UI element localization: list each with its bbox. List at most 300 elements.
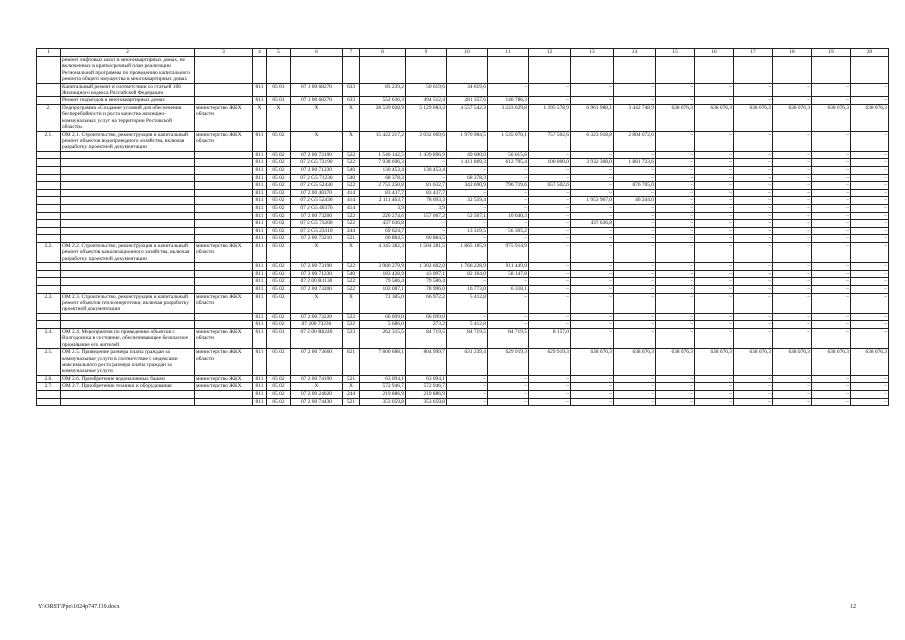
value-cell: –: [851, 151, 889, 159]
value-cell: 07 2 00 73200: [291, 212, 343, 220]
description-cell: Ремонт подъездов в многоквартирных домах: [61, 97, 195, 105]
value-cell: [812, 57, 851, 84]
value-cell: 13 319,5: [447, 227, 488, 235]
executor-cell: министерство ЖКХ области: [195, 243, 253, 263]
table-row: [37, 167, 889, 175]
description-cell: [61, 220, 195, 228]
value-cell: –: [695, 189, 734, 197]
value-cell: 05 02: [267, 212, 291, 220]
value-cell: –: [529, 235, 571, 243]
value-cell: 612 795,4: [488, 159, 529, 167]
value-cell: –: [571, 329, 614, 349]
value-cell: –: [734, 197, 773, 205]
value-cell: –: [571, 189, 614, 197]
value-cell: –: [812, 270, 851, 278]
value-cell: –: [656, 220, 695, 228]
value-cell: 4 345 382,3: [360, 243, 406, 263]
value-cell: –: [695, 83, 734, 97]
value-cell: –: [812, 174, 851, 182]
executor-cell: [195, 227, 253, 235]
value-cell: 84 719,5: [488, 329, 529, 349]
value-cell: –: [656, 205, 695, 213]
value-cell: –: [571, 286, 614, 294]
value-cell: –: [614, 212, 656, 220]
value-cell: –: [773, 182, 812, 190]
value-cell: –: [571, 383, 614, 391]
value-cell: –: [773, 205, 812, 213]
description-cell: [61, 270, 195, 278]
value-cell: –: [571, 263, 614, 271]
value-cell: 05 02: [267, 227, 291, 235]
value-cell: [656, 57, 695, 84]
value-cell: 05 02: [267, 391, 291, 399]
description-cell: ОМ 2.3. Строительство, реконструкция и капитальный ремонт объектов теплоэнергетики, включая разработку проектной документации: [61, 293, 195, 313]
row-number-cell: [37, 197, 61, 205]
value-cell: 5 412,8: [447, 321, 488, 329]
value-cell: –: [614, 293, 656, 313]
column-number: 3: [195, 49, 253, 57]
value-cell: –: [447, 205, 488, 213]
value-cell: –: [488, 293, 529, 313]
value-cell: –: [656, 391, 695, 399]
value-cell: 2 111 463,7: [360, 197, 406, 205]
value-cell: –: [734, 243, 773, 263]
value-cell: –: [812, 197, 851, 205]
value-cell: 811: [253, 293, 267, 313]
value-cell: 3,9: [360, 205, 406, 213]
value-cell: 219 886,9: [360, 391, 406, 399]
table-row: [37, 349, 889, 376]
value-cell: 3 980 279,9: [360, 263, 406, 271]
value-cell: –: [571, 205, 614, 213]
value-cell: –: [656, 243, 695, 263]
value-cell: –: [851, 83, 889, 97]
executor-cell: [195, 189, 253, 197]
table-row: [37, 391, 889, 399]
value-cell: 811: [253, 151, 267, 159]
value-cell: 437 636,8: [571, 220, 614, 228]
value-cell: –: [656, 313, 695, 321]
value-cell: –: [614, 189, 656, 197]
value-cell: –: [447, 189, 488, 197]
value-cell: –: [812, 329, 851, 349]
description-cell: [61, 174, 195, 182]
table-row: [37, 375, 889, 383]
row-number-cell: [37, 174, 61, 182]
value-cell: –: [406, 227, 447, 235]
value-cell: –: [851, 321, 889, 329]
value-cell: –: [773, 398, 812, 406]
value-cell: –: [614, 270, 656, 278]
value-cell: –: [695, 398, 734, 406]
value-cell: –: [614, 205, 656, 213]
value-cell: 05 02: [267, 159, 291, 167]
value-cell: –: [773, 212, 812, 220]
value-cell: –: [656, 212, 695, 220]
value-cell: 876 705,0: [614, 182, 656, 190]
description-cell: [61, 235, 195, 243]
executor-cell: [195, 321, 253, 329]
value-cell: X: [291, 243, 343, 263]
table-row: [37, 174, 889, 182]
description-cell: ОМ 2.7. Приобретение техники и оборудования: [61, 383, 195, 391]
value-cell: 638 076,3: [734, 349, 773, 376]
value-cell: –: [851, 182, 889, 190]
value-cell: –: [695, 97, 734, 105]
value-cell: –: [614, 263, 656, 271]
value-cell: –: [656, 293, 695, 313]
value-cell: –: [529, 205, 571, 213]
value-cell: –: [529, 243, 571, 263]
value-cell: –: [488, 278, 529, 286]
value-cell: 07 2 00 74190: [291, 375, 343, 383]
description-cell: [61, 167, 195, 175]
description-cell: [61, 313, 195, 321]
value-cell: 79 586,4: [406, 278, 447, 286]
description-cell: Подпрограмма «Создание условий для обеспечения бесперебойности и роста качества жилищно-коммунальных услуг на территории Ростовской области»: [61, 105, 195, 132]
value-cell: 273,2: [406, 321, 447, 329]
row-number-cell: [37, 313, 61, 321]
value-cell: –: [488, 391, 529, 399]
row-number-cell: [37, 83, 61, 97]
value-cell: 79 586,4: [360, 278, 406, 286]
value-cell: –: [571, 313, 614, 321]
value-cell: –: [812, 159, 851, 167]
value-cell: 100 000,0: [529, 159, 571, 167]
value-cell: –: [614, 83, 656, 97]
value-cell: X: [343, 293, 360, 313]
value-cell: –: [695, 391, 734, 399]
value-cell: 3 442 748,9: [614, 105, 656, 132]
value-cell: 05 02: [267, 278, 291, 286]
value-cell: 638 076,3: [851, 105, 889, 132]
value-cell: –: [656, 83, 695, 97]
value-cell: –: [851, 97, 889, 105]
value-cell: –: [488, 83, 529, 97]
value-cell: 3,9: [406, 205, 447, 213]
value-cell: –: [695, 243, 734, 263]
value-cell: –: [851, 159, 889, 167]
value-cell: 811: [253, 97, 267, 105]
value-cell: –: [695, 313, 734, 321]
row-number-cell: 2.7.: [37, 383, 61, 391]
value-cell: –: [773, 227, 812, 235]
value-cell: 07 2 00 73190: [291, 151, 343, 159]
value-cell: –: [734, 159, 773, 167]
value-cell: 05 02: [267, 167, 291, 175]
value-cell: –: [656, 398, 695, 406]
value-cell: –: [812, 83, 851, 97]
value-cell: –: [812, 383, 851, 391]
value-cell: –: [529, 174, 571, 182]
executor-cell: министерство ЖКХ области: [195, 349, 253, 376]
description-cell: ОМ 2.6. Приобретение водоналивных башен: [61, 375, 195, 383]
value-cell: –: [447, 278, 488, 286]
value-cell: 219 886,9: [406, 391, 447, 399]
value-cell: –: [773, 131, 812, 151]
value-cell: –: [812, 97, 851, 105]
executor-cell: [195, 263, 253, 271]
value-cell: X: [343, 243, 360, 263]
row-number-cell: [37, 321, 61, 329]
value-cell: 07 2 00 R1130: [291, 278, 343, 286]
value-cell: 638 076,3: [614, 349, 656, 376]
value-cell: 05 02: [267, 383, 291, 391]
value-cell: 638 076,3: [851, 349, 889, 376]
value-cell: 05 02: [267, 235, 291, 243]
value-cell: 07 2 00 73200: [291, 286, 343, 294]
value-cell: [734, 57, 773, 84]
value-cell: 5 129 083,3: [406, 105, 447, 132]
value-cell: –: [656, 197, 695, 205]
value-cell: 811: [253, 286, 267, 294]
value-cell: 522: [343, 212, 360, 220]
value-cell: –: [734, 270, 773, 278]
value-cell: 811: [253, 159, 267, 167]
value-cell: –: [488, 383, 529, 391]
value-cell: –: [614, 97, 656, 105]
value-cell: X: [343, 383, 360, 391]
value-cell: –: [812, 205, 851, 213]
value-cell: 66 699,0: [360, 313, 406, 321]
value-cell: –: [529, 83, 571, 97]
value-cell: X: [291, 131, 343, 151]
value-cell: 43 097,1: [406, 270, 447, 278]
value-cell: –: [695, 151, 734, 159]
value-cell: 58 147,8: [488, 270, 529, 278]
value-cell: –: [529, 398, 571, 406]
column-number: 9: [406, 49, 447, 57]
value-cell: –: [695, 329, 734, 349]
value-cell: 05 02: [267, 182, 291, 190]
value-cell: 804 999,7: [406, 349, 447, 376]
value-cell: –: [447, 398, 488, 406]
value-cell: 3 223 629,8: [488, 105, 529, 132]
value-cell: –: [812, 286, 851, 294]
value-cell: –: [773, 189, 812, 197]
row-number-cell: [37, 398, 61, 406]
value-cell: –: [614, 227, 656, 235]
value-cell: –: [695, 227, 734, 235]
value-cell: –: [695, 270, 734, 278]
value-cell: 5 412,8: [447, 293, 488, 313]
value-cell: 07 2 G5 40370: [291, 205, 343, 213]
value-cell: 05 02: [267, 205, 291, 213]
value-cell: 1 302 602,0: [406, 263, 447, 271]
value-cell: –: [571, 293, 614, 313]
value-cell: –: [851, 263, 889, 271]
table-row: [37, 398, 889, 406]
value-cell: –: [695, 159, 734, 167]
executor-cell: министерство ЖКХ области: [195, 131, 253, 151]
value-cell: 07 2 G5 73190: [291, 159, 343, 167]
value-cell: [253, 57, 267, 84]
value-cell: –: [656, 278, 695, 286]
value-cell: 07 2 G5 71230: [291, 174, 343, 182]
value-cell: 540: [343, 174, 360, 182]
column-number: 4: [253, 49, 267, 57]
value-cell: –: [773, 270, 812, 278]
value-cell: –: [447, 391, 488, 399]
value-cell: 522: [343, 182, 360, 190]
value-cell: –: [734, 151, 773, 159]
table-row: [37, 151, 889, 159]
executor-cell: [195, 167, 253, 175]
table-row: [37, 205, 889, 213]
value-cell: 342 690,9: [447, 182, 488, 190]
value-cell: 28 539 028,9: [360, 105, 406, 132]
value-cell: –: [614, 375, 656, 383]
value-cell: 811: [253, 349, 267, 376]
value-cell: –: [851, 278, 889, 286]
value-cell: –: [406, 174, 447, 182]
value-cell: 1 865 185,9: [447, 243, 488, 263]
value-cell: 811: [253, 182, 267, 190]
value-cell: –: [734, 205, 773, 213]
value-cell: –: [734, 182, 773, 190]
value-cell: 522: [343, 278, 360, 286]
value-cell: –: [656, 286, 695, 294]
row-number-cell: 2.6.: [37, 375, 61, 383]
value-cell: 85 239,2: [360, 83, 406, 97]
value-cell: –: [734, 212, 773, 220]
value-cell: –: [695, 235, 734, 243]
table-row: [37, 321, 889, 329]
value-cell: 638 076,3: [571, 349, 614, 376]
value-cell: 911 449,0: [488, 263, 529, 271]
value-cell: –: [571, 97, 614, 105]
value-cell: –: [488, 167, 529, 175]
executor-cell: [195, 159, 253, 167]
table-row: [37, 182, 889, 190]
value-cell: –: [773, 235, 812, 243]
value-cell: –: [773, 167, 812, 175]
value-cell: –: [734, 321, 773, 329]
executor-cell: [195, 235, 253, 243]
executor-cell: [195, 220, 253, 228]
value-cell: 220 274,6: [360, 212, 406, 220]
value-cell: –: [571, 174, 614, 182]
value-cell: 34 619,6: [447, 83, 488, 97]
column-number: 1: [37, 49, 61, 57]
value-cell: –: [695, 174, 734, 182]
value-cell: 1 439 896,9: [406, 151, 447, 159]
value-cell: –: [656, 131, 695, 151]
value-cell: –: [773, 174, 812, 182]
executor-cell: [195, 97, 253, 105]
value-cell: –: [529, 167, 571, 175]
value-cell: –: [851, 391, 889, 399]
value-cell: 130 453,4: [360, 167, 406, 175]
value-cell: 7 938 696,3: [360, 159, 406, 167]
row-number-cell: [37, 286, 61, 294]
value-cell: 811: [253, 189, 267, 197]
value-cell: –: [614, 391, 656, 399]
value-cell: –: [529, 391, 571, 399]
value-cell: 638 076,3: [773, 349, 812, 376]
value-cell: 1 535 076,1: [488, 131, 529, 151]
row-number-cell: [37, 151, 61, 159]
description-cell: Капитальный ремонт в соответствии со статьей 166 Жилищного кодекса Российской Федерации: [61, 83, 195, 97]
value-cell: [488, 57, 529, 84]
value-cell: 811: [253, 205, 267, 213]
value-cell: –: [773, 383, 812, 391]
row-number-cell: [37, 189, 61, 197]
value-cell: –: [851, 212, 889, 220]
value-cell: 83 437,7: [360, 189, 406, 197]
table-row: [37, 270, 889, 278]
document-file-path: Y:\ORST\Ppo\1024p747.f19.docx: [38, 604, 120, 610]
value-cell: [406, 57, 447, 84]
value-cell: 05 02: [267, 220, 291, 228]
executor-cell: министерство ЖКХ: [195, 383, 253, 391]
value-cell: 130 453,4: [406, 167, 447, 175]
row-number-cell: [37, 167, 61, 175]
value-cell: –: [571, 83, 614, 97]
value-cell: –: [851, 293, 889, 313]
description-cell: ремонт лифтовых шахт в многоквартирных домах, не включенных в краткосрочный план реализации Региональной программы по проведению капитального ремонта общего имущества в многоквартирных домах: [61, 57, 195, 84]
description-cell: [61, 263, 195, 271]
value-cell: 68 378,3: [360, 174, 406, 182]
value-cell: –: [695, 286, 734, 294]
value-cell: 1 395 578,9: [529, 105, 571, 132]
table-row: [37, 197, 889, 205]
value-cell: –: [656, 375, 695, 383]
value-cell: 975 914,9: [488, 243, 529, 263]
budget-table: [36, 48, 889, 406]
value-cell: –: [656, 151, 695, 159]
executor-cell: [195, 57, 253, 84]
value-cell: 638 076,3: [734, 105, 773, 132]
value-cell: –: [812, 375, 851, 383]
value-cell: 811: [253, 243, 267, 263]
value-cell: –: [529, 321, 571, 329]
row-number-cell: [37, 391, 61, 399]
value-cell: –: [812, 263, 851, 271]
value-cell: –: [406, 220, 447, 228]
value-cell: 83 437,7: [406, 189, 447, 197]
value-cell: –: [614, 286, 656, 294]
value-cell: 811: [253, 270, 267, 278]
value-cell: –: [571, 167, 614, 175]
value-cell: –: [734, 383, 773, 391]
value-cell: 05 02: [267, 349, 291, 376]
value-cell: –: [406, 159, 447, 167]
value-cell: X: [291, 105, 343, 132]
value-cell: –: [695, 278, 734, 286]
value-cell: –: [656, 97, 695, 105]
executor-cell: [195, 398, 253, 406]
executor-cell: министерство ЖКХ области: [195, 105, 253, 132]
value-cell: 05 02: [267, 131, 291, 151]
value-cell: –: [734, 174, 773, 182]
value-cell: –: [488, 375, 529, 383]
value-cell: –: [656, 227, 695, 235]
row-number-cell: 2.2.: [37, 243, 61, 263]
value-cell: 811: [253, 278, 267, 286]
value-cell: –: [614, 243, 656, 263]
table-row: [37, 220, 889, 228]
value-cell: 05 02: [267, 313, 291, 321]
description-cell: ОМ 2.5. Приведение размера платы граждан за коммунальные услуги в соответствие с индексами максимального роста размера платы граждан за коммунальные услуги: [61, 349, 195, 376]
value-cell: –: [656, 383, 695, 391]
column-number: 14: [614, 49, 656, 57]
value-cell: 522: [343, 286, 360, 294]
value-cell: –: [571, 391, 614, 399]
value-cell: 07 2 00 24020: [291, 391, 343, 399]
value-cell: [360, 57, 406, 84]
value-cell: 10 640,3: [488, 212, 529, 220]
